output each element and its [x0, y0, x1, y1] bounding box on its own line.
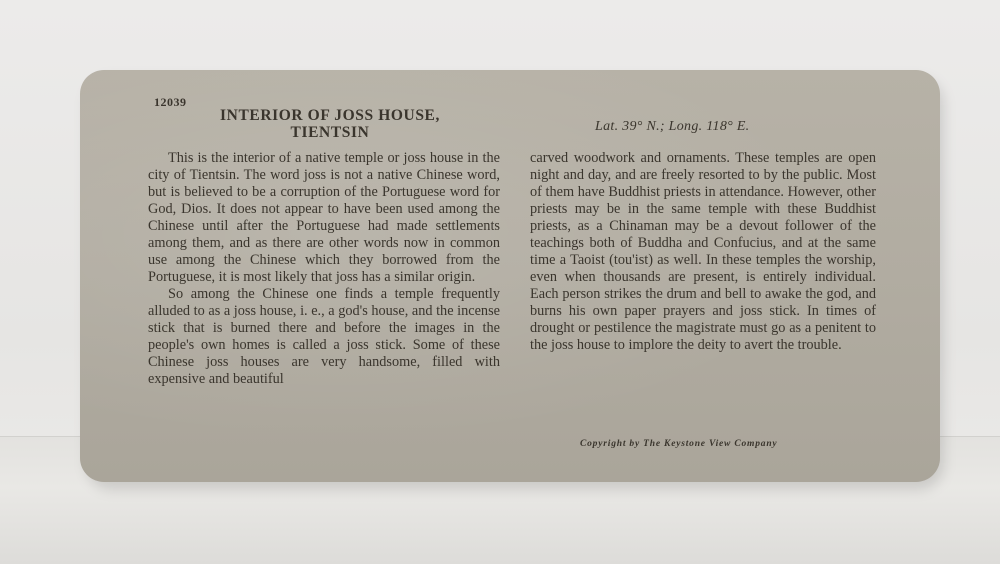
card-title: [180, 107, 480, 141]
card-title-line1: INTERIOR OF JOSS HOUSE,: [220, 107, 440, 124]
paragraph-1: This is the interior of a native temple or joss house in the city of Tientsin. The word joss is not a native Chinese word, but is believed to be a corruption of the Portuguese word for God, Dios. It does not appear to have been used among the Chinese until after the Portuguese had made settlements among them, and as there are other words now in common use among the Chinese which they borrowed from the Portuguese, it is most likely that joss has a similar origin.: [148, 150, 500, 285]
card-number: 12039: [154, 95, 187, 109]
coordinates: Lat. 39° N.; Long. 118° E.: [595, 119, 750, 134]
stereoview-card-back: [80, 70, 940, 482]
copyright-notice: Copyright by The Keystone View Company: [580, 439, 778, 449]
paragraph-3: carved woodwork and ornaments. These temples are open night and day, and are freely resorted to by the public. Most of them have Buddhist priests in attendance. However, other priests may be in the same temple with these Buddhist priests, as a Chinaman may be a devout follower of the teachings both of Buddha and Confucius, and at the same time a Taoist (tou'ist) as well. In these temples the worship, even when thousands are present, is entirely individual. Each person strikes the drum and bell to awake the god, and burns his own paper prayers and joss stick. In times of drought or pestilence the magistrate must go as a penitent to the joss house to implore the deity to avert the trouble.: [530, 150, 876, 353]
text-column-left: [148, 150, 500, 388]
text-column-right: [530, 150, 876, 354]
paragraph-2: So among the Chinese one finds a temple frequently alluded to as a joss house, i. e., a god's house, and the incense stick that is burned there and before the images in the people's own homes is called a joss stick. Some of these Chinese joss houses are very handsome, filled with expensive and beautiful: [148, 286, 500, 387]
card-title-line2: TIENTSIN: [290, 124, 370, 141]
